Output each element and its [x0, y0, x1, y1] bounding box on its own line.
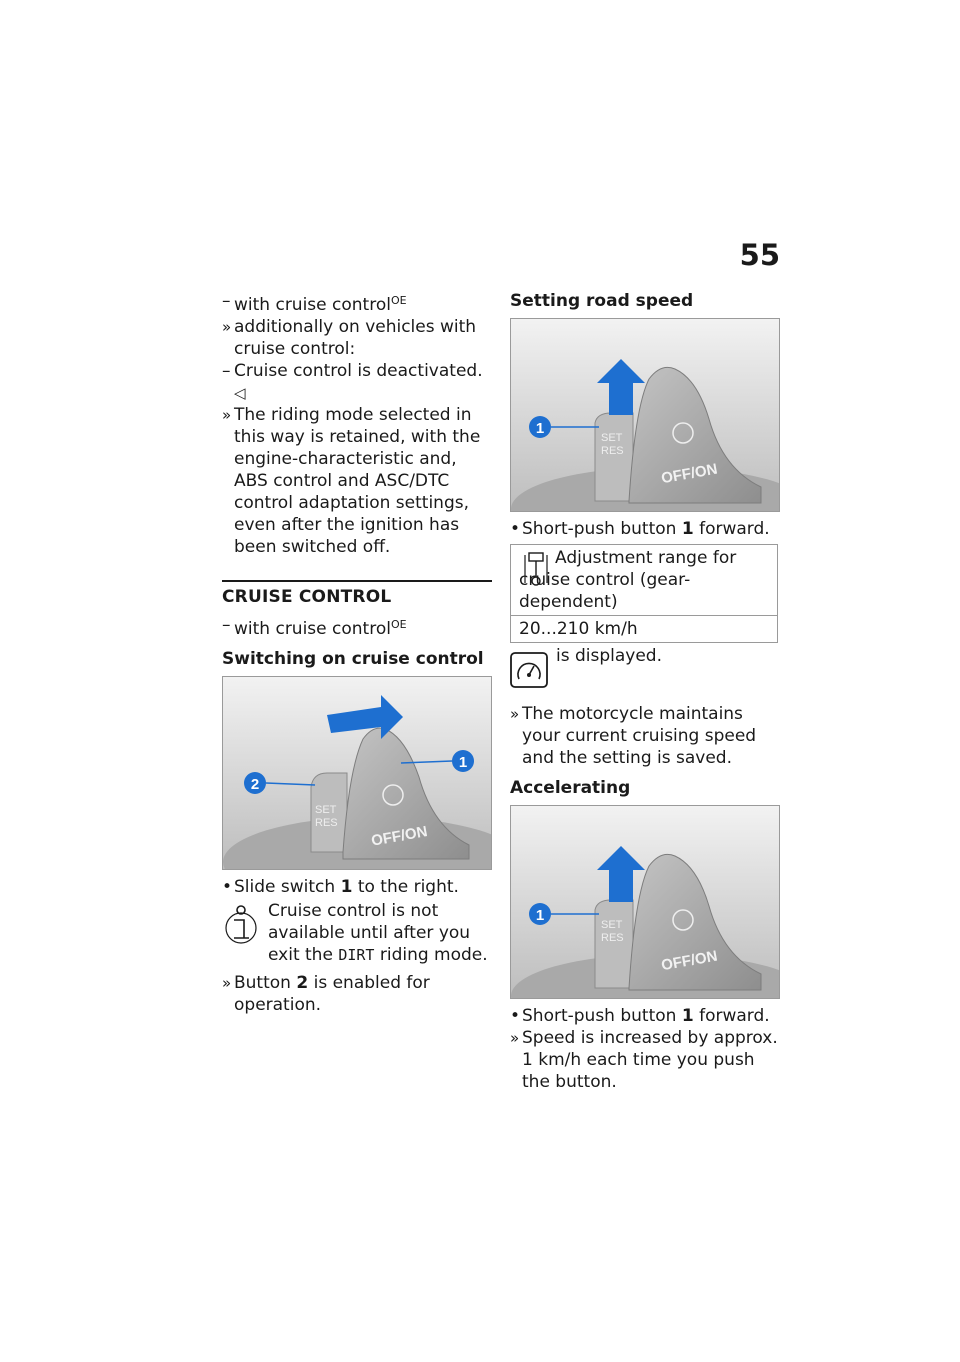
offon-label: OFF/ON	[659, 947, 719, 975]
result-line: » Button 2 is enabled for operation.	[222, 973, 430, 1015]
subheading: Setting road speed	[510, 291, 694, 311]
figure-cruise-switch-right	[222, 676, 492, 870]
dash-marker: –	[222, 615, 231, 635]
instruction-step: • Slide switch 1 to the right.	[222, 877, 459, 897]
cruise-switch-illustration	[223, 677, 491, 869]
table-row: Adjustment range for cruise control (gear-dependent)	[519, 548, 737, 612]
result-marker: »	[510, 705, 520, 723]
page-number: 55	[739, 238, 780, 272]
result-marker: »	[222, 974, 232, 992]
instruction-step: • Short-push button 1 forward.	[510, 1006, 770, 1026]
dash-marker: –	[222, 361, 231, 381]
display-note: is displayed.	[510, 645, 780, 691]
result-marker: »	[222, 318, 232, 336]
prerequisite-line: – with cruise control$^{OE}$	[222, 291, 407, 315]
right-column	[510, 290, 780, 1093]
info-note: Cruise control is not available until after you exit the DIRT riding mode.	[222, 900, 492, 966]
oe-superscript: OE	[390, 618, 407, 631]
callout-1: 1	[535, 907, 545, 924]
res-label: RES	[601, 445, 624, 457]
instruction-step: • Short-push button 1 forward.	[510, 519, 770, 539]
figure-set-speed	[510, 318, 780, 512]
end-mark-icon: ◁	[234, 384, 246, 402]
offon-label: OFF/ON	[369, 823, 429, 850]
engine-icon	[523, 551, 549, 587]
callout-2: 2	[250, 776, 260, 793]
set-button-illustration	[511, 806, 779, 998]
result-marker: »	[222, 406, 232, 424]
res-label: RES	[315, 817, 338, 829]
section-title: CRUISE CONTROL	[222, 580, 492, 608]
result-line: » Speed is increased by approx. 1 km/h each time you push the button.	[510, 1028, 778, 1092]
subheading: Accelerating	[510, 778, 631, 798]
table-row: 20...210 km/h	[511, 616, 778, 643]
result-line: » The motorcycle maintains your current cruising speed and the setting is saved.	[510, 704, 757, 768]
figure-accelerate	[510, 805, 780, 999]
set-label: SET	[601, 432, 623, 444]
result-marker: »	[510, 1029, 520, 1047]
set-label: SET	[601, 919, 623, 931]
cruise-control-icon	[510, 649, 548, 689]
set-button-illustration	[511, 319, 779, 511]
set-label: SET	[315, 804, 337, 816]
info-icon	[222, 904, 260, 944]
subheading: Switching on cruise control	[222, 649, 484, 669]
oe-superscript: OE	[390, 294, 407, 307]
offon-label: OFF/ON	[659, 460, 719, 488]
callout-1: 1	[458, 754, 468, 771]
bullet-marker: •	[510, 1006, 521, 1026]
result-line: » The riding mode selected in this way is retained, with the engine-characteristic and, ABS control and ASC/DTC control adaptation settings, even after the ignition has been switched off.	[222, 405, 481, 557]
prerequisite-line: – Cruise control is deactivated. ◁	[222, 361, 483, 402]
bullet-marker: •	[510, 519, 521, 539]
dash-marker: –	[222, 291, 231, 311]
spec-table	[510, 544, 778, 643]
callout-1: 1	[535, 420, 545, 437]
prerequisite-line: – with cruise control$^{OE}$	[222, 615, 407, 639]
bullet-marker: •	[222, 877, 233, 897]
result-line: » additionally on vehicles with cruise control:	[222, 317, 477, 359]
res-label: RES	[601, 932, 624, 944]
left-column	[222, 290, 492, 1016]
